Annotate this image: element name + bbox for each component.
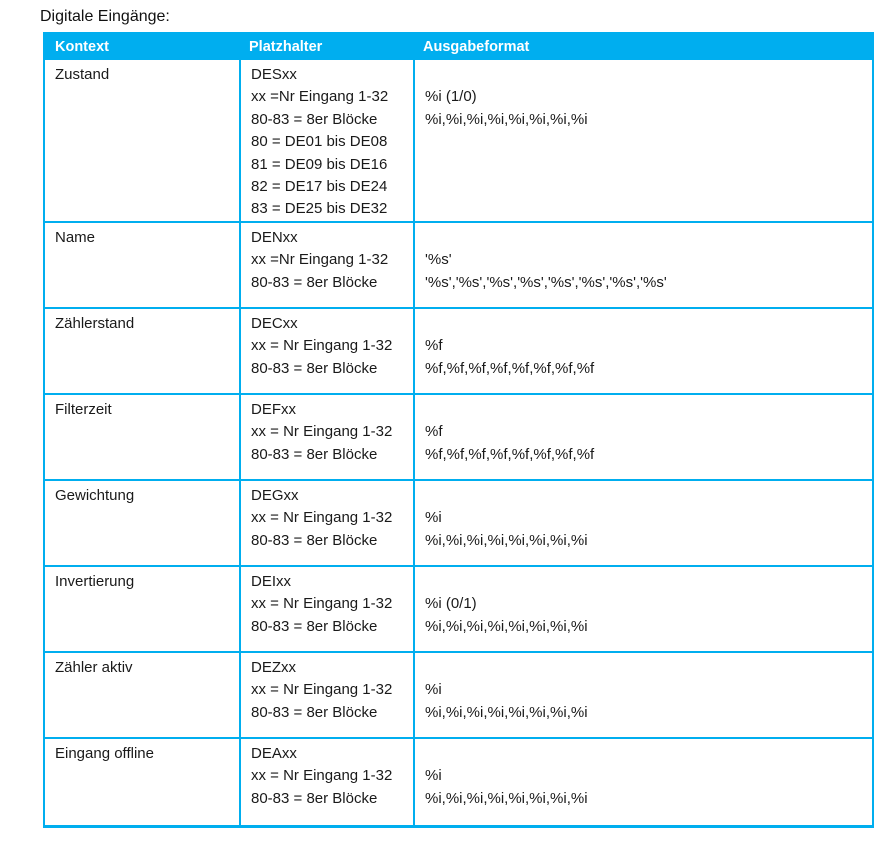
format-block: %i,%i,%i,%i,%i,%i,%i,%i	[425, 617, 588, 635]
format-single: %i	[425, 681, 442, 699]
platzhalter-note: 82 = DE17 bis DE24	[251, 178, 388, 196]
platzhalter-note: 80-83 = 8er Blöcke	[251, 273, 378, 291]
format-single: %i (0/1)	[425, 595, 477, 613]
page-title: Digitale Eingänge:	[40, 8, 170, 25]
cell-platzhalter	[239, 653, 413, 737]
platzhalter-note: 80-83 = 8er Blöcke	[251, 110, 378, 128]
cell-kontext	[45, 653, 239, 737]
cell-kontext	[45, 481, 239, 565]
kontext-label: Gewichtung	[55, 486, 135, 504]
table-row-zaehler-aktiv	[45, 651, 872, 737]
cell-platzhalter	[239, 739, 413, 825]
kontext-label: Eingang offline	[55, 744, 154, 762]
kontext-label: Filterzeit	[55, 400, 112, 418]
header-ausgabeformat: Ausgabeformat	[423, 39, 530, 55]
cell-kontext	[45, 60, 239, 221]
kontext-label: Name	[55, 228, 96, 246]
cell-kontext	[45, 309, 239, 393]
platzhalter-note: 80-83 = 8er Blöcke	[251, 531, 378, 549]
platzhalter-code: DEIxx	[251, 572, 292, 590]
format-single: %f	[425, 423, 443, 441]
cell-kontext	[45, 223, 239, 307]
table-row-gewichtung	[45, 479, 872, 565]
header-platzhalter: Platzhalter	[249, 39, 323, 55]
table-row-invertierung	[45, 565, 872, 651]
format-block: %i,%i,%i,%i,%i,%i,%i,%i	[425, 703, 588, 721]
platzhalter-note: 83 = DE25 bis DE32	[251, 200, 388, 218]
platzhalter-code: DEAxx	[251, 744, 297, 762]
cell-platzhalter	[239, 60, 413, 221]
cell-ausgabeformat	[413, 395, 872, 479]
platzhalter-note: xx =Nr Eingang 1-32	[251, 88, 389, 106]
cell-ausgabeformat	[413, 567, 872, 651]
cell-ausgabeformat	[413, 481, 872, 565]
format-single: %i (1/0)	[425, 88, 477, 106]
platzhalter-note: 80-83 = 8er Blöcke	[251, 617, 378, 635]
format-block: %f,%f,%f,%f,%f,%f,%f,%f	[425, 359, 595, 377]
table-row-name	[45, 221, 872, 307]
cell-platzhalter	[239, 567, 413, 651]
platzhalter-note: xx = Nr Eingang 1-32	[251, 423, 393, 441]
platzhalter-note: xx = Nr Eingang 1-32	[251, 767, 393, 785]
platzhalter-note: 80-83 = 8er Blöcke	[251, 789, 378, 807]
platzhalter-note: 80-83 = 8er Blöcke	[251, 445, 378, 463]
format-block: %i,%i,%i,%i,%i,%i,%i,%i	[425, 789, 588, 807]
platzhalter-note: xx = Nr Eingang 1-32	[251, 595, 393, 613]
format-single: %i	[425, 509, 442, 527]
platzhalter-code: DECxx	[251, 314, 298, 332]
format-block: %i,%i,%i,%i,%i,%i,%i,%i	[425, 531, 588, 549]
platzhalter-note: xx = Nr Eingang 1-32	[251, 681, 393, 699]
header-kontext: Kontext	[55, 39, 109, 55]
cell-ausgabeformat	[413, 223, 872, 307]
cell-platzhalter	[239, 395, 413, 479]
cell-ausgabeformat	[413, 60, 872, 221]
platzhalter-code: DESxx	[251, 66, 297, 83]
platzhalter-note: 80-83 = 8er Blöcke	[251, 703, 378, 721]
kontext-label: Zustand	[55, 66, 110, 83]
table-row-zaehlerstand	[45, 307, 872, 393]
table-header-row	[45, 34, 872, 60]
cell-ausgabeformat	[413, 653, 872, 737]
platzhalter-code: DENxx	[251, 228, 298, 246]
platzhalter-note: xx = Nr Eingang 1-32	[251, 509, 393, 527]
platzhalter-note: xx =Nr Eingang 1-32	[251, 251, 389, 269]
format-single: %i	[425, 767, 442, 785]
table-row-zustand	[45, 60, 872, 221]
cell-platzhalter	[239, 481, 413, 565]
kontext-label: Zähler aktiv	[55, 658, 133, 676]
table-row-filterzeit	[45, 393, 872, 479]
cell-kontext	[45, 739, 239, 825]
cell-platzhalter	[239, 223, 413, 307]
cell-ausgabeformat	[413, 739, 872, 825]
cell-ausgabeformat	[413, 309, 872, 393]
digital-inputs-table	[43, 32, 874, 828]
format-block: %f,%f,%f,%f,%f,%f,%f,%f	[425, 445, 595, 463]
platzhalter-note: xx = Nr Eingang 1-32	[251, 337, 393, 355]
format-block: %i,%i,%i,%i,%i,%i,%i,%i	[425, 110, 588, 128]
platzhalter-code: DEGxx	[251, 486, 299, 504]
platzhalter-code: DEZxx	[251, 658, 296, 676]
kontext-label: Zählerstand	[55, 314, 135, 332]
format-block: '%s','%s','%s','%s','%s','%s','%s','%s'	[425, 273, 667, 291]
platzhalter-code: DEFxx	[251, 400, 296, 418]
platzhalter-note: 80-83 = 8er Blöcke	[251, 359, 378, 377]
kontext-label: Invertierung	[55, 572, 135, 590]
table-row-eingang-offline	[45, 737, 872, 825]
cell-platzhalter	[239, 309, 413, 393]
platzhalter-note: 81 = DE09 bis DE16	[251, 155, 388, 173]
format-single: '%s'	[425, 251, 452, 269]
format-single: %f	[425, 337, 443, 355]
platzhalter-note: 80 = DE01 bis DE08	[251, 133, 388, 151]
cell-kontext	[45, 395, 239, 479]
cell-kontext	[45, 567, 239, 651]
